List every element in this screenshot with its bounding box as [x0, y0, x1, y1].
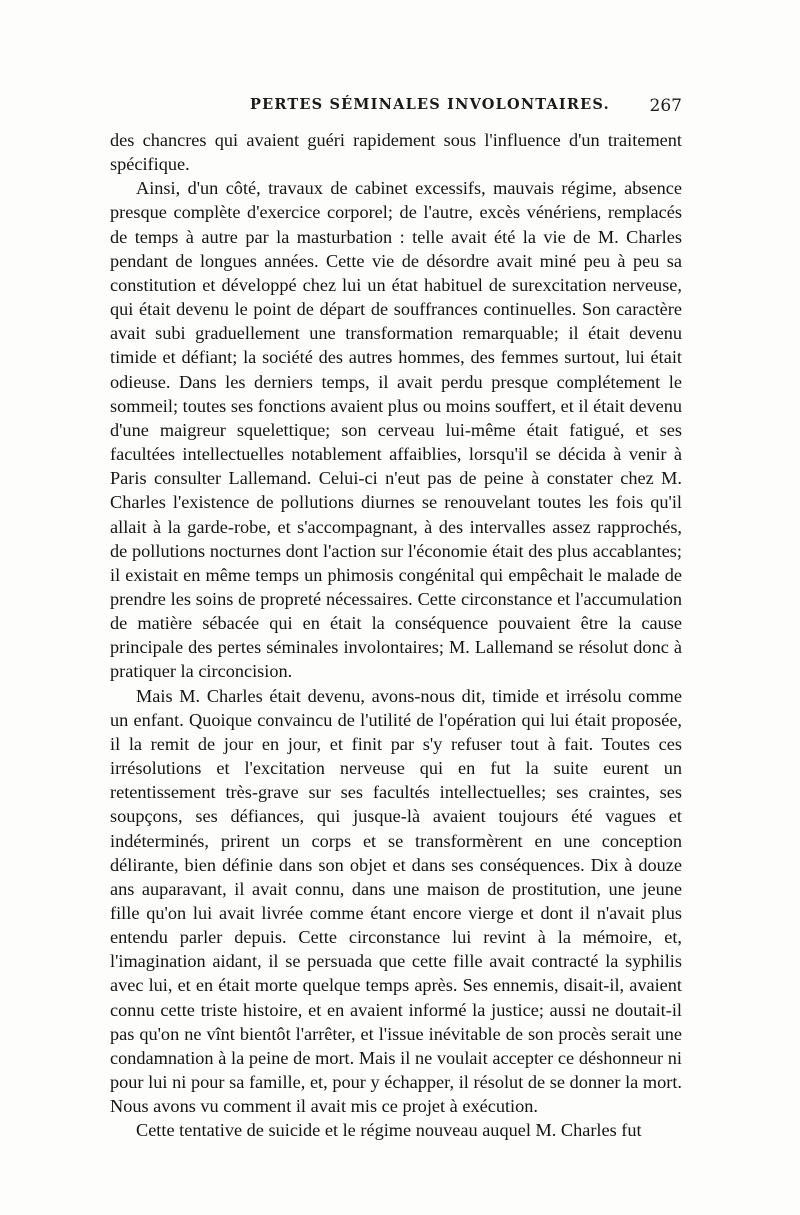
running-head	[110, 96, 682, 118]
running-title: PERTES SÉMINALES INVOLONTAIRES.	[250, 96, 610, 113]
paragraph: Mais M. Charles était devenu, avons-nous dit, timide et irrésolu comme un enfant. Quoique convaincu de l'utilité de l'opération qui lui était proposée, il la remit de jour en jour, et finit par s'y refuser tout à fait. Toutes ces irrésolutions et l'excitation nerveuse qui en fut la suite eurent un retentissement très-grave sur ses facultés intellectuelles; ses craintes, ses soupçons, ses défiances, qui jusque-là avaient toujours été vagues et indéterminés, prirent un corps et se transformèrent en une conception délirante, bien définie dans son objet et dans ses conséquences. Dix à douze ans auparavant, il avait connu, dans une maison de prostitution, une jeune fille qu'on lui avait livrée comme étant encore vierge et dont il n'avait plus entendu parler depuis. Cette circonstance lui revint à la mémoire, et, l'imagination aidant, il se persuada que cette fille avait contracté la syphilis avec lui, et en était morte quelque temps après. Ses ennemis, disait-il, avaient connu cette triste histoire, et en avaient informé la justice; aussi ne doutait-il pas qu'on ne vînt bientôt l'arrêter, et l'issue inévitable de son procès serait une condamnation à la peine de mort. Mais il ne voulait accepter ce déshonneur ni pour lui ni pour sa famille, et, pour y échapper, il résolut de se donner la mort. Nous avons vu comment il avait mis ce projet à exécution.	[110, 685, 682, 1117]
paragraph-continuation: des chancres qui avaient guéri rapidement sous l'influence d'un traitement spécifique.	[110, 130, 682, 175]
body-text	[110, 128, 682, 1143]
paragraph: Cette tentative de suicide et le régime nouveau auquel M. Charles fut	[136, 1120, 642, 1141]
paragraph: Ainsi, d'un côté, travaux de cabinet excessifs, mauvais régime, absence presque complète d'exercice corporel; de l'autre, excès vénériens, remplacés de temps à autre par la masturbation : telle avait été la vie de M. Charles pendant de longues années. Cette vie de désordre avait miné peu à peu sa constitution et développé chez lui un état habituel de surexcitation nerveuse, qui était devenu le point de départ de souffrances continuelles. Son caractère avait subi graduellement une transformation remarquable; il était devenu timide et défiant; la société des autres hommes, des femmes surtout, lui était odieuse. Dans les derniers temps, il avait perdu presque complétement le sommeil; toutes ses fonctions avaient plus ou moins souffert, et il était devenu d'une maigreur squelettique; son cerveau lui-même était fatigué, et ses facultées intellectuelles notablement affaiblies, lorsqu'il se décida à venir à Paris consulter Lallemand. Celui-ci n'eut pas de peine à constater chez M. Charles l'existence de pollutions diurnes se renouvelant toutes les fois qu'il allait à la garde-robe, et s'accompagnant, à des intervalles assez rapprochés, de pollutions nocturnes dont l'action sur l'économie était des plus accablantes; il existait en même temps un phimosis congénital qui empêchait le malade de prendre les soins de propreté nécessaires. Cette circonstance et l'accumulation de matière sébacée qui en était la conséquence pouvaient être la cause principale des pertes séminales involontaires; M. Lallemand se résolut donc à pratiquer la circoncision.	[110, 178, 682, 682]
page-number: 267	[649, 96, 682, 116]
